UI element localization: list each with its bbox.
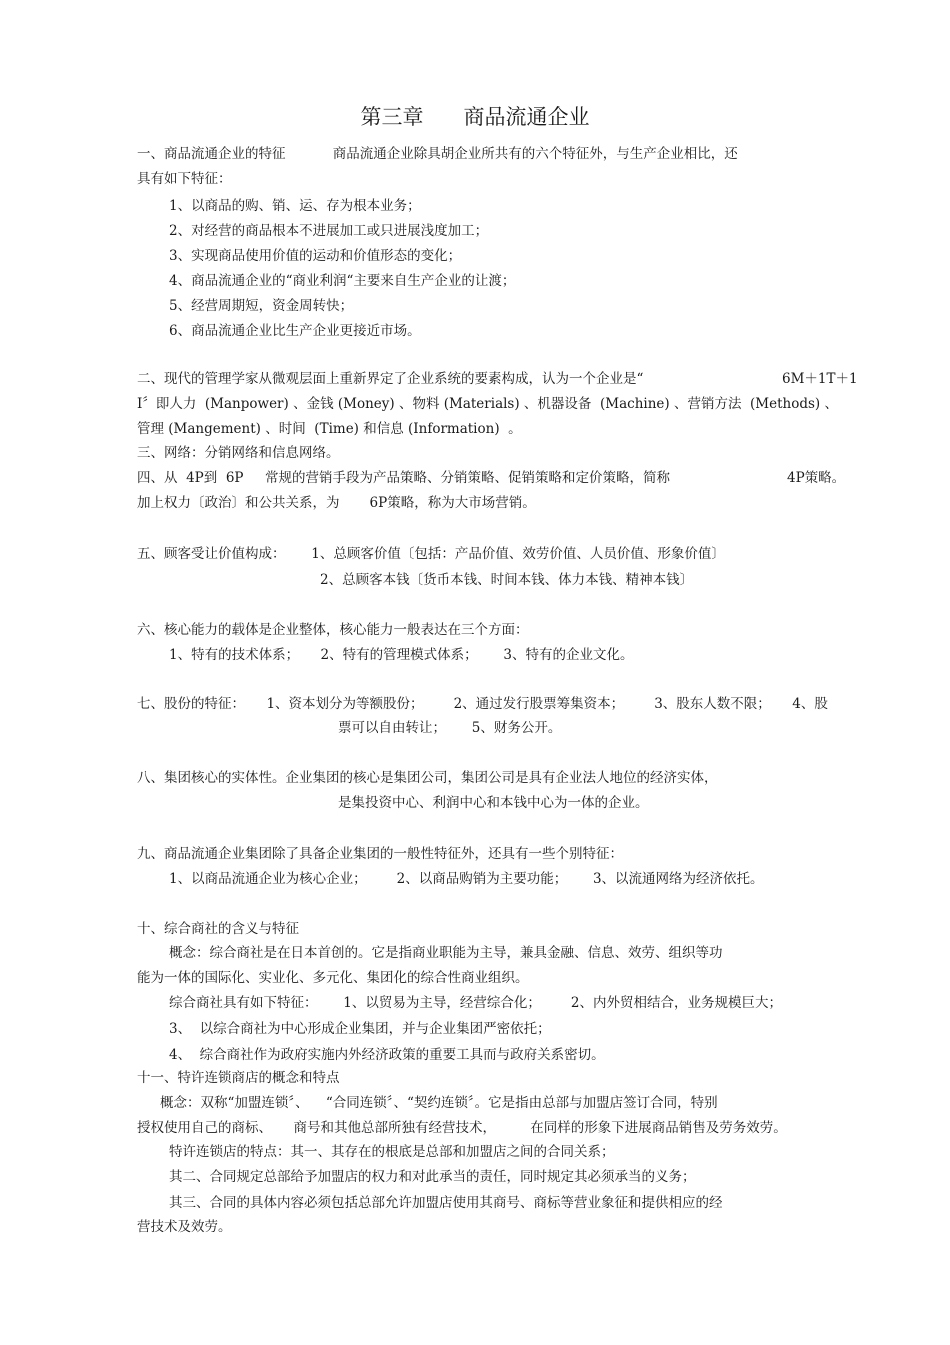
section-11-line-2: 授权使用自己的商标、 商号和其他总部所独有经营技术， 在同样的形象下进展商品销售及劳务效劳。 bbox=[137, 1120, 787, 1136]
section-11-line-5: 其三、合同的具体内容必须包括总部允许加盟店使用其商号、商标等营业象征和提供相应的经 bbox=[169, 1195, 723, 1211]
section-10-line-2: 能为一体的国际化、实业化、多元化、集团化的综合性商业组织。 bbox=[137, 970, 529, 986]
section-1-item-2: 2、对经营的商品根本不进展加工或只进展浅度加工； bbox=[169, 223, 489, 239]
section-8-line-2: 是集投资中心、利润中心和本钱中心为一体的企业。 bbox=[338, 795, 649, 811]
section-1-item-5: 5、经营周期短，资金周转快； bbox=[169, 298, 354, 314]
section-8-line-1: 八、集团核心的实体性。企业集团的核心是集团公司，集团公司是具有企业法人地位的经济实体， bbox=[137, 770, 718, 786]
section-2-formula: 6M＋1T＋1 bbox=[782, 371, 858, 387]
section-11-line-6: 营技术及效劳。 bbox=[137, 1219, 232, 1235]
section-7-line-1: 七、股份的特征： 1、资本划分为等额股份； 2、通过发行股票筹集资本； 3、股东人数不限； 4、股 bbox=[137, 696, 828, 712]
section-10-line-3: 综合商社具有如下特征： 1、以贸易为主导，经营综合化； 2、内外贸相结合，业务规模巨大； bbox=[169, 995, 782, 1011]
section-1-item-1: 1、以商品的购、销、运、存为根本业务； bbox=[169, 198, 421, 214]
section-5-line-2: 2、总顾客本钱〔货币本钱、时间本钱、体力本钱、精神本钱〕 bbox=[320, 572, 694, 588]
chapter-title: 第三章 商品流通企业 bbox=[360, 105, 590, 129]
section-10-line-5: 4、 综合商社作为政府实施内外经济政策的重要工具而与政府关系密切。 bbox=[169, 1047, 605, 1063]
section-1-item-4: 4、商品流通企业的“商业利润“主要来自生产企业的让渡； bbox=[169, 273, 516, 289]
section-2-line-3: 管理 (Mangement) 、时间 (Time) 和信息 (Information) 。 bbox=[137, 421, 522, 437]
section-4-line-1: 四、从 4P到 6P 常规的营销手段为产品策略、分销策略、促销策略和定价策略，简称 bbox=[137, 470, 670, 486]
section-1-item-3: 3、实现商品使用价值的运动和价值形态的变化； bbox=[169, 248, 462, 264]
section-11-line-3: 特许连锁店的特点：其一、其存在的根底是总部和加盟店之间的合同关系； bbox=[169, 1144, 615, 1160]
section-4-line-1-end: 4P策略。 bbox=[787, 470, 846, 486]
section-1-line-2: 具有如下特征： bbox=[137, 171, 232, 187]
section-10-line-1: 概念：综合商社是在日本首创的。它是指商业职能为主导，兼具金融、信息、效劳、组织等功 bbox=[169, 945, 723, 961]
section-5-line-1: 五、顾客受让价值构成： 1、总顾客价值〔包括：产品价值、效劳价值、人员价值、形象价值〕 bbox=[137, 546, 725, 562]
section-11-line-4: 其二、合同规定总部给予加盟店的权力和对此承当的责任，同时规定其必须承当的义务； bbox=[169, 1169, 696, 1185]
section-6-line-1: 六、核心能力的载体是企业整体，核心能力一般表达在三个方面： bbox=[137, 622, 529, 638]
section-11-heading: 十一、特许连锁商店的概念和特点 bbox=[137, 1070, 340, 1086]
section-3-line: 三、网络：分销网络和信息网络。 bbox=[137, 445, 340, 461]
section-9-line-1: 九、商品流通企业集团除了具备企业集团的一般性特征外，还具有一些个别特征： bbox=[137, 846, 623, 862]
section-9-line-2: 1、以商品流通企业为核心企业； 2、以商品购销为主要功能； 3、以流通网络为经济依托。 bbox=[169, 871, 764, 887]
section-11-line-1: 概念：双称“加盟连锁〞、 “合同连锁〞、“契约连锁〞。它是指由总部与加盟店签订合同，特别 bbox=[160, 1095, 718, 1111]
section-10-line-4: 3、 以综合商社为中心形成企业集团，并与企业集团严密依托； bbox=[169, 1021, 551, 1037]
section-1-heading-line: 一、商品流通企业的特征 商品流通企业除具胡企业所共有的六个特征外，与生产企业相比，还 bbox=[137, 146, 738, 162]
section-4-line-2: 加上权力〔政治〕和公共关系，为 6P策略，称为大市场营销。 bbox=[137, 495, 536, 511]
section-6-line-2: 1、特有的技术体系； 2、特有的管理模式体系； 3、特有的企业文化。 bbox=[169, 647, 634, 663]
section-7-line-2: 票可以自由转让； 5、财务公开。 bbox=[338, 720, 562, 736]
section-2-line-1: 二、现代的管理学家从微观层面上重新界定了企业系统的要素构成，认为一个企业是“ bbox=[137, 371, 644, 387]
section-1-item-6: 6、商品流通企业比生产企业更接近市场。 bbox=[169, 323, 421, 339]
section-2-line-2: I〞即人力 (Manpower) 、金钱 (Money) 、物料 (Materials) 、机器设备 (Machine) 、营销方法 (Methods) 、 bbox=[137, 396, 838, 412]
section-10-heading: 十、综合商社的含义与特征 bbox=[137, 921, 299, 937]
